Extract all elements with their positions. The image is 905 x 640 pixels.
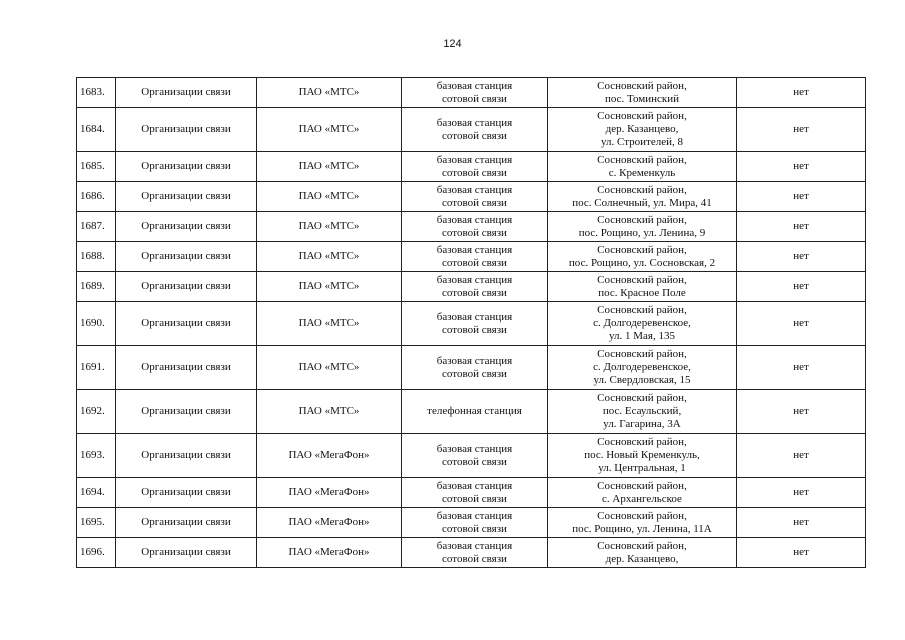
owner-cell: ПАО «МТС» (257, 78, 402, 108)
owner-cell: ПАО «МТС» (257, 302, 402, 346)
address-cell-line: Сосновский район, (597, 183, 687, 196)
object-cell-line: базовая станция (436, 153, 513, 166)
object-cell-line: сотовой связи (442, 455, 507, 468)
page-number: 124 (443, 38, 462, 50)
address-cell (548, 478, 737, 508)
category-cell: Организации связи (116, 434, 257, 478)
object-cell (402, 108, 548, 152)
object-cell-line: сотовой связи (442, 166, 507, 179)
category-cell: Организации связи (116, 478, 257, 508)
category-cell: Организации связи (116, 242, 257, 272)
table-row (77, 302, 866, 346)
row-number-cell: 1687. (77, 212, 116, 242)
object-cell (402, 242, 548, 272)
row-number-cell: 1695. (77, 508, 116, 538)
value-cell: нет (737, 478, 866, 508)
address-cell (548, 538, 737, 568)
owner-cell: ПАО «МТС» (257, 390, 402, 434)
category-cell: Организации связи (116, 108, 257, 152)
object-cell (402, 390, 548, 434)
address-cell-line: ул. 1 Мая, 135 (609, 330, 675, 342)
address-cell-line: пос. Рощино, ул. Ленина, 11А (572, 522, 712, 535)
object-cell (402, 508, 548, 538)
table-row (77, 182, 866, 212)
address-cell-line: Сосновский район, (597, 79, 687, 92)
table-row (77, 212, 866, 242)
table-row (77, 346, 866, 390)
object-cell-line: сотовой связи (442, 323, 507, 336)
address-cell-line: ул. Строителей, 8 (601, 136, 683, 148)
address-cell-line: дер. Казанцево, (605, 552, 679, 565)
table-row (77, 108, 866, 152)
address-cell (548, 78, 737, 108)
address-cell (548, 212, 737, 242)
object-cell-line: сотовой связи (442, 552, 507, 565)
row-number-cell: 1689. (77, 272, 116, 302)
row-number-cell: 1685. (77, 152, 116, 182)
address-cell-line: Сосновский район, (597, 273, 687, 286)
address-cell-line: пос. Новый Кременкуль, (584, 449, 700, 461)
object-cell-line: сотовой связи (442, 196, 507, 209)
object-cell-line: базовая станция (436, 79, 513, 92)
object-cell (402, 538, 548, 568)
table-row (77, 78, 866, 108)
value-cell: нет (737, 242, 866, 272)
table-row (77, 152, 866, 182)
object-cell-line: базовая станция (436, 213, 513, 226)
object-cell-line: сотовой связи (442, 226, 507, 239)
address-cell-line: пос. Рощино, ул. Ленина, 9 (578, 226, 706, 239)
address-cell (548, 302, 737, 346)
object-cell-line: сотовой связи (442, 492, 507, 505)
value-cell: нет (737, 390, 866, 434)
object-cell (402, 302, 548, 346)
address-cell (548, 390, 737, 434)
address-cell-line: пос. Рощино, ул. Сосновская, 2 (568, 256, 716, 269)
object-cell-line: базовая станция (436, 539, 513, 552)
address-cell-line: с. Долгодеревенское, (593, 361, 691, 373)
row-number-cell: 1688. (77, 242, 116, 272)
owner-cell: ПАО «МегаФон» (257, 538, 402, 568)
object-cell (402, 478, 548, 508)
address-cell-line: с. Долгодеревенское, (593, 317, 691, 329)
owner-cell: ПАО «МТС» (257, 242, 402, 272)
address-cell-line: Сосновский район, (597, 110, 687, 122)
address-cell-line: ул. Гагарина, 3А (603, 418, 681, 430)
row-number-cell: 1693. (77, 434, 116, 478)
category-cell: Организации связи (116, 346, 257, 390)
object-cell-line: базовая станция (436, 354, 513, 367)
object-cell-line: базовая станция (436, 273, 513, 286)
address-cell-line: с. Архангельское (602, 492, 682, 505)
row-number-cell: 1690. (77, 302, 116, 346)
object-cell-line: базовая станция (436, 310, 513, 323)
object-cell-line: сотовой связи (442, 522, 507, 535)
address-cell-line: ул. Свердловская, 15 (593, 374, 691, 386)
address-cell-line: Сосновский район, (597, 304, 687, 316)
object-cell-line: сотовой связи (442, 256, 507, 269)
address-cell-line: Сосновский район, (597, 213, 687, 226)
object-cell-line: базовая станция (436, 479, 513, 492)
category-cell: Организации связи (116, 390, 257, 434)
object-cell-line: сотовой связи (442, 367, 507, 380)
owner-cell: ПАО «МТС» (257, 272, 402, 302)
table-row (77, 478, 866, 508)
category-cell: Организации связи (116, 78, 257, 108)
row-number-cell: 1686. (77, 182, 116, 212)
value-cell: нет (737, 272, 866, 302)
address-cell-line: пос. Солнечный, ул. Мира, 41 (572, 196, 712, 209)
object-cell-line: базовая станция (436, 509, 513, 522)
object-cell (402, 182, 548, 212)
owner-cell: ПАО «МТС» (257, 152, 402, 182)
object-cell-line: базовая станция (436, 183, 513, 196)
address-cell (548, 242, 737, 272)
object-cell (402, 346, 548, 390)
owner-cell: ПАО «МегаФон» (257, 478, 402, 508)
address-cell (548, 508, 737, 538)
row-number-cell: 1691. (77, 346, 116, 390)
owner-cell: ПАО «МТС» (257, 346, 402, 390)
owner-cell: ПАО «МегаФон» (257, 434, 402, 478)
table-row (77, 390, 866, 434)
category-cell: Организации связи (116, 182, 257, 212)
value-cell: нет (737, 302, 866, 346)
address-cell (548, 152, 737, 182)
value-cell: нет (737, 508, 866, 538)
row-number-cell: 1692. (77, 390, 116, 434)
category-cell: Организации связи (116, 272, 257, 302)
row-number-cell: 1694. (77, 478, 116, 508)
table-row (77, 538, 866, 568)
value-cell: нет (737, 538, 866, 568)
address-cell (548, 182, 737, 212)
category-cell: Организации связи (116, 538, 257, 568)
table-row (77, 508, 866, 538)
address-cell-line: Сосновский район, (597, 436, 687, 448)
address-cell (548, 434, 737, 478)
table-row (77, 272, 866, 302)
object-cell (402, 272, 548, 302)
address-cell-line: Сосновский район, (597, 243, 687, 256)
owner-cell: ПАО «МТС» (257, 108, 402, 152)
address-cell-line: Сосновский район, (597, 509, 687, 522)
value-cell: нет (737, 78, 866, 108)
category-cell: Организации связи (116, 302, 257, 346)
value-cell: нет (737, 108, 866, 152)
address-cell-line: Сосновский район, (597, 153, 687, 166)
row-number-cell: 1683. (77, 78, 116, 108)
owner-cell: ПАО «МТС» (257, 212, 402, 242)
registry-table (76, 77, 866, 568)
address-cell (548, 272, 737, 302)
address-cell (548, 108, 737, 152)
category-cell: Организации связи (116, 212, 257, 242)
value-cell: нет (737, 434, 866, 478)
address-cell-line: Сосновский район, (597, 479, 687, 492)
address-cell-line: ул. Центральная, 1 (598, 462, 686, 474)
object-cell-line: сотовой связи (442, 286, 507, 299)
object-cell-line: сотовой связи (442, 92, 507, 105)
address-cell-line: Сосновский район, (597, 392, 687, 404)
address-cell-line: пос. Томинский (605, 92, 679, 105)
category-cell: Организации связи (116, 152, 257, 182)
object-cell-line: сотовой связи (442, 129, 507, 142)
row-number-cell: 1684. (77, 108, 116, 152)
address-cell-line: с. Кременкуль (608, 166, 676, 179)
value-cell: нет (737, 152, 866, 182)
address-cell-line: пос. Есаульский, (602, 405, 682, 417)
object-cell-line: базовая станция (436, 442, 513, 455)
object-cell (402, 212, 548, 242)
owner-cell: ПАО «МегаФон» (257, 508, 402, 538)
address-cell (548, 346, 737, 390)
value-cell: нет (737, 182, 866, 212)
object-cell (402, 78, 548, 108)
table-row (77, 242, 866, 272)
object-cell-line: базовая станция (436, 116, 513, 129)
table-row (77, 434, 866, 478)
address-cell-line: Сосновский район, (597, 348, 687, 360)
address-cell-line: Сосновский район, (597, 539, 687, 552)
registry-table-body (77, 78, 866, 568)
address-cell-line: пос. Красное Поле (598, 286, 686, 299)
value-cell: нет (737, 346, 866, 390)
owner-cell: ПАО «МТС» (257, 182, 402, 212)
address-cell-line: дер. Казанцево, (605, 123, 679, 135)
object-cell (402, 434, 548, 478)
category-cell: Организации связи (116, 508, 257, 538)
object-cell-line: телефонная станция (427, 405, 522, 417)
object-cell (402, 152, 548, 182)
value-cell: нет (737, 212, 866, 242)
row-number-cell: 1696. (77, 538, 116, 568)
object-cell-line: базовая станция (436, 243, 513, 256)
